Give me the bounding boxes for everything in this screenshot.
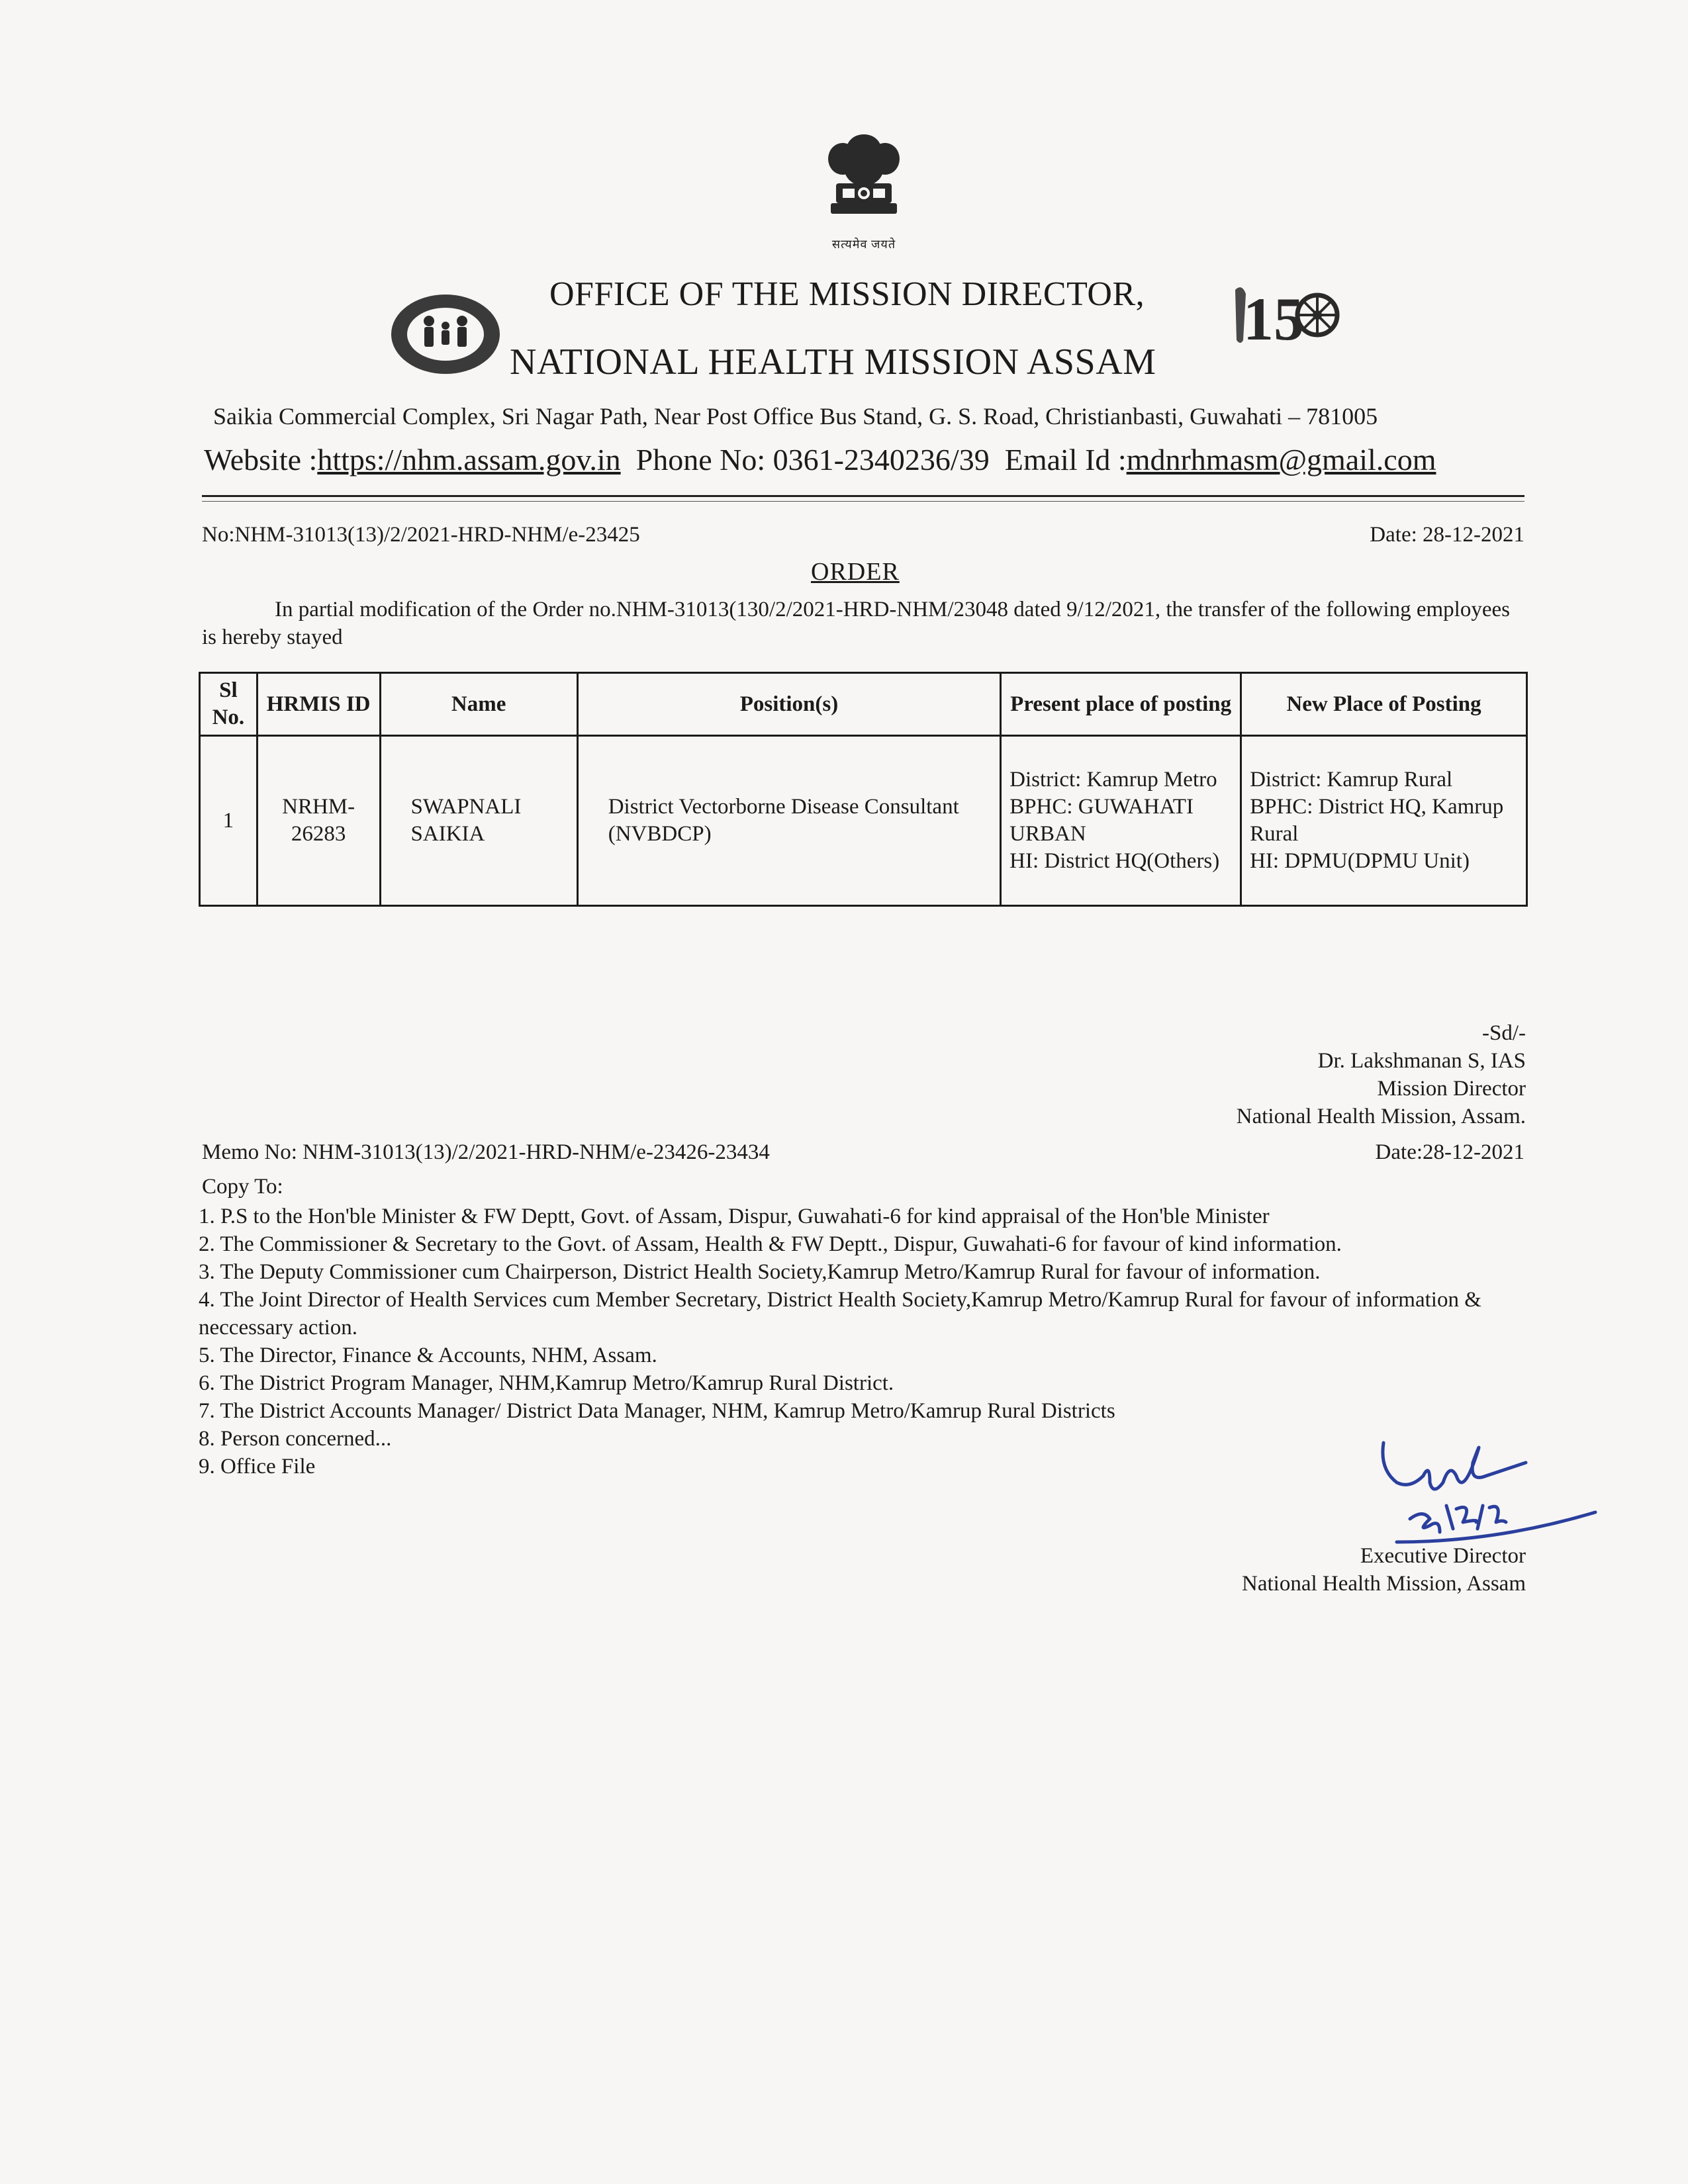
col-header-name: Name	[380, 673, 577, 736]
handwritten-signature-icon	[1370, 1430, 1615, 1549]
new-hi: HI: DPMU(DPMU Unit)	[1250, 849, 1470, 873]
email-link[interactable]: mdnrhmasm@gmail.com	[1126, 443, 1436, 477]
mission-title: NATIONAL HEALTH MISSION ASSAM	[510, 341, 1156, 383]
gandhi-charkha-logo-icon	[1223, 277, 1342, 383]
order-heading: ORDER	[811, 558, 900, 586]
memo-number: Memo No: NHM-31013(13)/2/2021-HRD-NHM/e-23426-23434	[202, 1140, 770, 1164]
present-district: District: Kamrup Metro	[1009, 768, 1217, 792]
present-bphc: BPHC: GUWAHATI URBAN	[1009, 795, 1194, 846]
cell-hrmis-id: NRHM-26283	[257, 736, 380, 906]
website-label: Website :	[204, 443, 318, 477]
table-row	[200, 736, 1527, 906]
cell-present-posting	[1001, 736, 1241, 906]
nhm-family-logo-icon	[389, 291, 502, 377]
header-divider	[202, 495, 1524, 497]
order-date: Date: 28-12-2021	[1370, 523, 1524, 547]
gandhi-150-logo	[1223, 277, 1342, 383]
executive-director-block	[1242, 1542, 1526, 1598]
list-item: 2. The Commissioner & Secretary to the Govt. of Assam, Health & FW Deptt., Dispur, Guwahati-6 for favour of kind information.	[199, 1232, 1342, 1256]
sd-mark: -Sd/-	[1482, 1021, 1526, 1045]
col-header-sl-no: Sl No.	[200, 673, 258, 736]
mission-director-signature-block	[1237, 1019, 1526, 1130]
executive-director-signature	[1370, 1430, 1615, 1549]
new-district: District: Kamrup Rural	[1250, 768, 1453, 792]
col-header-positions: Position(s)	[577, 673, 1000, 736]
col-header-present-posting: Present place of posting	[1001, 673, 1241, 736]
order-reference-number: No:NHM-31013(13)/2/2021-HRD-NHM/e-23425	[202, 523, 640, 547]
list-item: 5. The Director, Finance & Accounts, NHM, Assam.	[199, 1343, 657, 1367]
nhm-logo	[389, 291, 502, 377]
ashoka-emblem-icon	[811, 122, 917, 232]
list-item: 9. Office File	[199, 1455, 316, 1479]
new-bphc: BPHC: District HQ, Kamrup Rural	[1250, 795, 1504, 846]
phone-number: Phone No: 0361-2340236/39	[635, 443, 990, 477]
executive-organization: National Health Mission, Assam	[1242, 1572, 1526, 1596]
list-item: 8. Person concerned...	[199, 1427, 392, 1451]
list-item: 4. The Joint Director of Health Services cum Member Secretary, District Health Society,Kamrup Metro/Kamrup Rural for favour of information & neccessary action.	[199, 1288, 1481, 1340]
col-header-new-posting: New Place of Posting	[1241, 673, 1527, 736]
table-header-row	[200, 673, 1527, 736]
copy-to-label: Copy To:	[202, 1175, 283, 1199]
svg-text:15: 15	[1243, 285, 1304, 353]
col-header-hrmis-id: HRMIS ID	[257, 673, 380, 736]
list-item: 6. The District Program Manager, NHM,Kamrup Metro/Kamrup Rural District.	[199, 1371, 894, 1395]
order-intro-paragraph: In partial modification of the Order no.NHM-31013(130/2/2021-HRD-NHM/23048 dated 9/12/2021, the transfer of the following employees is hereby stayed	[202, 598, 1510, 649]
signatory-name: Dr. Lakshmanan S, IAS	[1317, 1049, 1526, 1073]
email-label: Email Id :	[1004, 443, 1127, 477]
copy-to-list	[199, 1203, 1529, 1480]
list-item: 7. The District Accounts Manager/ District Data Manager, NHM, Kamrup Metro/Kamrup Rural Districts	[199, 1399, 1115, 1423]
header-divider-thin	[202, 501, 1524, 502]
website-link[interactable]: https://nhm.assam.gov.in	[317, 443, 621, 477]
list-item: 3. The Deputy Commissioner cum Chairperson, District Health Society,Kamrup Metro/Kamrup Rural for favour of information.	[199, 1260, 1321, 1284]
cell-new-posting	[1241, 736, 1527, 906]
cell-sl-no: 1	[200, 736, 258, 906]
executive-designation: Executive Director	[1360, 1544, 1526, 1568]
office-address: Saikia Commercial Complex, Sri Nagar Path, Near Post Office Bus Stand, G. S. Road, Christianbasti, Guwahati – 781005	[213, 403, 1378, 430]
memo-date: Date:28-12-2021	[1375, 1140, 1524, 1164]
employee-transfer-table	[199, 672, 1528, 907]
present-hi: HI: District HQ(Others)	[1009, 849, 1220, 873]
list-item: 1. P.S to the Hon'ble Minister & FW Deptt, Govt. of Assam, Dispur, Guwahati-6 for kind appraisal of the Hon'ble Minister	[199, 1205, 1270, 1228]
cell-name: SWAPNALI SAIKIA	[380, 736, 577, 906]
cell-position: District Vectorborne Disease Consultant (NVBDCP)	[577, 736, 1000, 906]
signatory-organization: National Health Mission, Assam.	[1236, 1105, 1526, 1128]
national-emblem	[811, 122, 917, 252]
office-title: OFFICE OF THE MISSION DIRECTOR,	[549, 275, 1145, 313]
emblem-motto: सत्यमेव जयते	[831, 238, 896, 251]
contact-line	[204, 442, 1436, 477]
signatory-designation: Mission Director	[1377, 1077, 1526, 1101]
